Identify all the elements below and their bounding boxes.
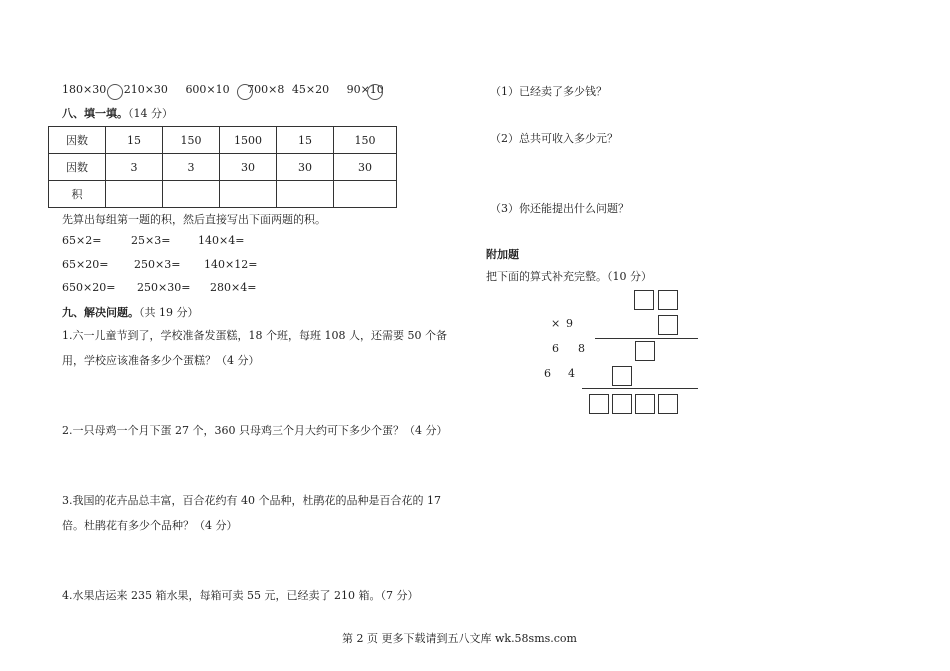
table-row [49, 181, 397, 208]
digit-box[interactable] [612, 394, 632, 414]
group-item: 65×2= [62, 234, 102, 247]
bonus-instruction: 把下面的算式补充完整。（10 分） [486, 270, 652, 283]
compare-circle[interactable] [367, 84, 383, 100]
answer-cell[interactable] [220, 181, 277, 208]
answer-cell[interactable] [277, 181, 334, 208]
group-item: 650×20= [62, 281, 116, 294]
bonus-title: 附加题 [486, 248, 519, 261]
digit-box[interactable] [634, 290, 654, 310]
digit-box[interactable] [658, 394, 678, 414]
oral-calc-item: 700×8 [247, 83, 285, 96]
question-2: 2.一只母鸡一个月下蛋 27 个，360 只母鸡三个月大约可下多少个蛋？（4 分） [62, 424, 448, 437]
table-cell: 150 [334, 127, 397, 154]
table-cell: 因数 [49, 127, 106, 154]
digit-box[interactable] [635, 341, 655, 361]
table-cell: 3 [163, 154, 220, 181]
answer-cell[interactable] [106, 181, 163, 208]
group-item: 250×30= [137, 281, 191, 294]
section8-instruction: 先算出每组第一题的积，然后直接写出下面两题的积。 [62, 213, 326, 226]
section8-title: 八、填一填。 [62, 107, 128, 120]
table-cell: 1500 [220, 127, 277, 154]
multiplier-digit: 9 [566, 317, 573, 330]
answer-cell[interactable] [334, 181, 397, 208]
partial-digit: 8 [578, 342, 585, 355]
group-item: 250×3= [134, 258, 181, 271]
table-cell: 30 [220, 154, 277, 181]
section9-score: （共 19 分） [139, 306, 199, 319]
group-item: 280×4= [210, 281, 257, 294]
section8-score: （14 分） [128, 107, 173, 120]
digit-box[interactable] [589, 394, 609, 414]
partial-digit: 6 [544, 367, 551, 380]
partial-digit: 4 [568, 367, 575, 380]
table-cell: 积 [49, 181, 106, 208]
rule-line [582, 388, 698, 389]
oral-calc-item: 45×20 [291, 83, 330, 96]
group-item: 65×20= [62, 258, 109, 271]
rule-line [595, 338, 698, 339]
table-cell: 150 [163, 127, 220, 154]
oral-calc-item: 210×30 [123, 83, 168, 96]
question-1-line-1: 1.六一儿童节到了，学校准备发蛋糕，18 个班，每班 108 人，还需要 50 个备 [62, 329, 447, 342]
compare-circle[interactable] [107, 84, 123, 100]
factor-table [48, 126, 397, 208]
page-footer: 第 2 页 更多下载请到五八文库 wk.58sms.com [342, 632, 577, 645]
table-cell: 30 [334, 154, 397, 181]
table-cell: 30 [277, 154, 334, 181]
table-row [49, 127, 397, 154]
multiply-sign: × [551, 317, 561, 330]
digit-box[interactable] [612, 366, 632, 386]
sub-question-2: （2）总共可收入多少元？ [490, 132, 618, 145]
digit-box[interactable] [635, 394, 655, 414]
section9-title: 九、解决问题。 [62, 306, 139, 319]
group-item: 140×12= [204, 258, 258, 271]
question-1-line-2: 用，学校应该准备多少个蛋糕？（4 分） [62, 354, 260, 367]
oral-calc-item: 180×30 [62, 83, 107, 96]
digit-box[interactable] [658, 290, 678, 310]
oral-calc-item: 600×10 [185, 83, 230, 96]
group-item: 140×4= [198, 234, 245, 247]
oral-calc-item: 90×10 [346, 83, 384, 96]
question-3-line-1: 3.我国的花卉品总丰富，百合花约有 40 个品种，杜鹃花的品种是百合花的 17 [62, 494, 441, 507]
sub-question-3: （3）你还能提出什么问题？ [490, 202, 629, 215]
digit-box[interactable] [658, 315, 678, 335]
table-cell: 15 [277, 127, 334, 154]
table-row [49, 154, 397, 181]
question-3-line-2: 倍。杜鹃花有多少个品种？（4 分） [62, 519, 238, 532]
group-item: 25×3= [131, 234, 171, 247]
table-cell: 15 [106, 127, 163, 154]
section9-heading [62, 304, 199, 320]
compare-circle[interactable] [237, 84, 253, 100]
table-cell: 因数 [49, 154, 106, 181]
table-cell: 3 [106, 154, 163, 181]
partial-digit: 6 [552, 342, 559, 355]
section8-heading [62, 105, 173, 121]
sub-question-1: （1）已经卖了多少钱？ [490, 85, 607, 98]
answer-cell[interactable] [163, 181, 220, 208]
question-4: 4.水果店运来 235 箱水果，每箱可卖 55 元，已经卖了 210 箱。（7 分） [62, 589, 419, 602]
